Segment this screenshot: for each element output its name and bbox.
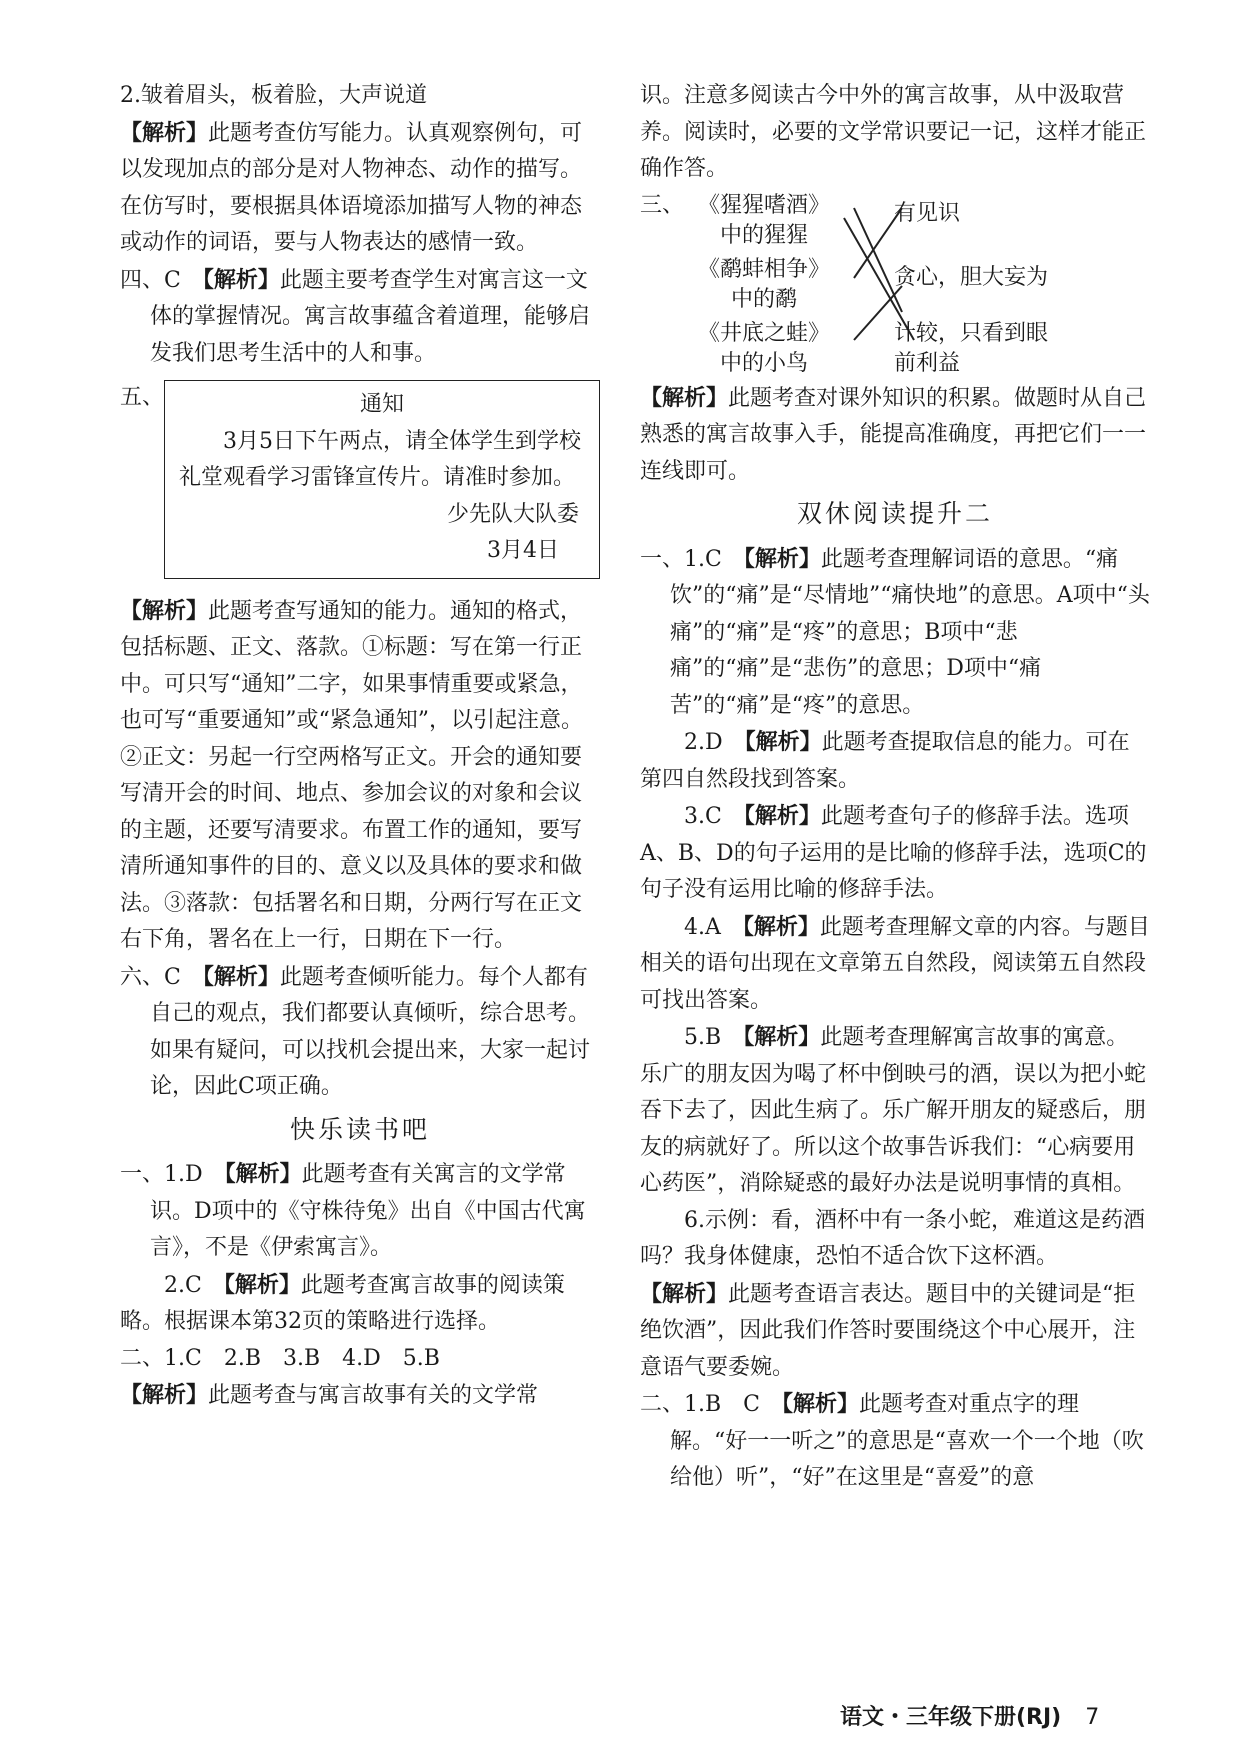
analysis-tag: 【解析】 xyxy=(120,1382,209,1408)
match-left-item: 《鹬蚌相争》 xyxy=(697,256,830,282)
analysis-tag: 【解析】 xyxy=(744,729,822,755)
section-title: 双休阅读提升二 xyxy=(796,499,993,528)
analysis-paragraph: 【解析】此题考查与寓言故事有关的文学常 xyxy=(120,1382,539,1408)
analysis-tag: 【解析】 xyxy=(743,803,821,829)
matching-diagram xyxy=(684,190,1104,380)
analysis-paragraph: 【解析】此题考查语言表达。题目中的关键词是“拒绝饮酒”，因此我们作答时要围绕这个中心展开，注意语气要委婉。 xyxy=(640,1280,1136,1380)
matching-section xyxy=(640,188,1150,380)
subject-label: 语文・三年级下册(RJ) xyxy=(840,1705,1062,1730)
section-number: 五、 xyxy=(120,385,165,410)
match-left-item: 中的猩猩 xyxy=(719,222,808,248)
section-number: 三、 xyxy=(640,192,685,218)
answer-paragraph: 一、1.C 【解析】此题考查理解词语的意思。“痛饮”的“痛”是“尽情地”“痛快地”的意思。A项中“头痛”的“痛”是“疼”的意思；B项中“悲痛”的“痛”是“悲伤”的意思；D项中“痛苦”的“痛”是“疼”的意思。 xyxy=(640,545,1150,718)
analysis-tag: 【解析】 xyxy=(120,597,209,624)
answer-paragraph: 二、1.C 2.B 3.B 4.D 5.B xyxy=(120,1345,440,1371)
answer-paragraph: 一、1.D 【解析】此题考查有关寓言的文学常识。D项中的《守株待兔》出自《中国古代寓言》，不是《伊索寓言》。 xyxy=(120,1161,586,1260)
analysis-tag: 【解析】 xyxy=(223,1271,301,1298)
notice-section xyxy=(120,380,600,579)
analysis-paragraph: 【解析】此题考查对课外知识的积累。做题时从自己熟悉的寓言故事入手，能提高准确度，再把它们一一连线即可。 xyxy=(640,384,1147,484)
answer-paragraph: 6.示例：看，酒杯中有一条小蛇，难道这是药酒吗？我身体健康，恐怕不适合饮下这杯酒。 xyxy=(640,1207,1145,1269)
analysis-tag: 【解析】 xyxy=(202,266,280,293)
match-right-item: 计较，只看到眼 xyxy=(894,320,1049,346)
analysis-tag: 【解析】 xyxy=(640,1280,729,1307)
answer-paragraph: 3.C 【解析】此题考查句子的修辞手法。选项A、B、D的句子运用的是比喻的修辞手法，选项C的句子没有运用比喻的修辞手法。 xyxy=(640,803,1147,902)
match-left-item: 《猩猩嗜酒》 xyxy=(697,192,830,218)
analysis-tag: 【解析】 xyxy=(742,913,820,940)
analysis-tag: 【解析】 xyxy=(782,1391,860,1417)
match-right-item: 有见识 xyxy=(894,200,961,226)
match-left-item: 中的小鸟 xyxy=(719,350,808,376)
analysis-paragraph: 【解析】此题考查仿写能力。认真观察例句，可以发现加点的部分是对人物神态、动作的描写。在仿写时，要根据具体语境添加描写人物的神态或动作的词语，要与人物表达的感情一致。 xyxy=(120,119,583,255)
analysis-tag: 【解析】 xyxy=(743,545,821,572)
left-column xyxy=(120,78,600,1415)
analysis-tag: 【解析】 xyxy=(743,1024,821,1050)
answer-paragraph: 2.D 【解析】此题考查提取信息的能力。可在第四自然段找到答案。 xyxy=(640,729,1130,792)
page-footer xyxy=(840,1700,1099,1731)
answer-paragraph: 2.皱着眉头，板着脸，大声说道 xyxy=(120,83,427,108)
notice-date: 3月4日 xyxy=(487,538,559,563)
answer-paragraph: 四、C 【解析】此题主要考查学生对寓言这一文体的掌握情况。寓言故事蕴含着道理，能够启发我们思考生活中的人和事。 xyxy=(120,266,591,366)
match-left-item: 《井底之蛙》 xyxy=(697,320,830,346)
right-column xyxy=(640,78,1150,1497)
analysis-tag: 【解析】 xyxy=(120,119,209,146)
analysis-tag: 【解析】 xyxy=(224,1161,302,1187)
analysis-tag: 【解析】 xyxy=(640,384,729,411)
notice-signature: 少先队大队委 xyxy=(446,501,579,527)
analysis-tag: 【解析】 xyxy=(202,963,280,990)
answer-paragraph: 六、C 【解析】此题考查倾听能力。每个人都有自己的观点，我们都要认真倾听，综合思考。如果有疑问，可以找机会提出来，大家一起讨论，因此C项正确。 xyxy=(120,963,591,1099)
notice-box xyxy=(164,380,600,579)
match-right-item: 贪心，胆大妄为 xyxy=(894,264,1049,290)
analysis-paragraph: 【解析】此题考查写通知的能力。通知的格式，包括标题、正文、落款。①标题：写在第一行正中。可只写“通知”二字，如果事情重要或紧急，也可写“重要通知”或“紧急通知”，以引起注意。②正文：另起一行空两格写正文。开会的通知要写清开会的时间、地点、参加会议的对象和会议的主题，还要写清要求。布置工作的通知，要写清所通知事件的目的、意义以及具体的要求和做法。③落款：包括署名和日期，分两行写在正文右下角，署名在上一行，日期在下一行。 xyxy=(120,597,583,952)
match-right-item: 前利益 xyxy=(894,350,961,376)
match-left-item: 中的鹬 xyxy=(730,286,797,312)
answer-paragraph: 5.B 【解析】此题考查理解寓言故事的寓意。乐广的朋友因为喝了杯中倒映弓的酒，误以为把小蛇吞下去了，因此生病了。乐广解开朋友的疑惑后，朋友的病就好了。所以这个故事告诉我们：“心病要用心药医”，消除疑惑的最好办法是说明事情的真相。 xyxy=(640,1024,1147,1196)
analysis-paragraph: 识。注意多阅读古今中外的寓言故事，从中汲取营养。阅读时，必要的文学常识要记一记，这样才能正确作答。 xyxy=(640,83,1147,181)
answer-paragraph: 4.A 【解析】此题考查理解文章的内容。与题目相关的语句出现在文章第五自然段，阅读第五自然段可找出答案。 xyxy=(640,913,1150,1013)
answer-paragraph: 二、1.B C 【解析】此题考查对重点字的理解。“好一一听之”的意思是“喜欢一个一个地（吹给他）听”，“好”在这里是“喜爱”的意 xyxy=(640,1391,1144,1490)
notice-body: 3月5日下午两点，请全体学生到学校礼堂观看学习雷锋宣传片。请准时参加。 xyxy=(179,428,581,490)
page-number: 7 xyxy=(1085,1705,1100,1730)
answer-paragraph: 2.C 【解析】此题考查寓言故事的阅读策略。根据课本第32页的策略进行选择。 xyxy=(120,1271,565,1334)
notice-title: 通知 xyxy=(359,392,404,417)
section-title: 快乐读书吧 xyxy=(289,1114,430,1144)
